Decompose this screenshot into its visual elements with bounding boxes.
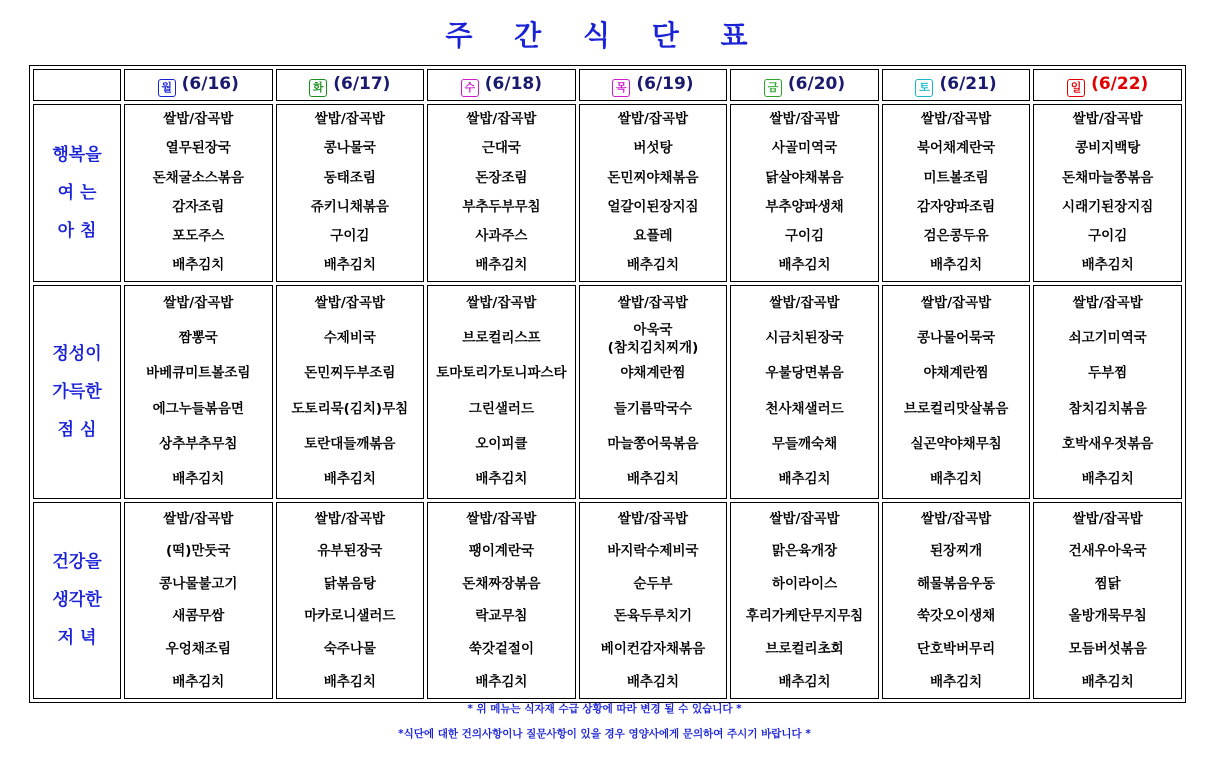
menu-item: 배추김치 [323,471,376,488]
menu-item: 배추김치 [778,257,831,274]
menu-item: 천사채샐러드 [765,400,844,417]
menu-item: 부추두부무침 [462,198,541,215]
day-icon: 목 [612,79,630,97]
menu-item: 구이김 [1088,228,1128,245]
menu-item: 콩나물불고기 [159,575,238,592]
menu-item: 브로컬리초회 [765,640,844,657]
menu-item: 쌀밥/잡곡밥 [617,294,689,311]
menu-item: 돈민찌야채볶음 [607,169,699,186]
menu-cell [276,104,425,282]
menu-item: 얼갈이된장지짐 [607,198,699,215]
menu-item: 쌀밥/잡곡밥 [163,510,234,527]
menu-item: 올방개묵무침 [1068,608,1147,625]
menu-cell [276,285,425,499]
menu-item: 해물볶음우동 [916,575,996,592]
day-icon: 금 [764,79,782,97]
day-header-row [33,69,1182,101]
menu-item: 시금치된장국 [765,330,844,347]
meal-label-line: 아 침 [57,220,97,241]
day-header [1033,69,1182,101]
menu-item: 쌀밥/잡곡밥 [617,510,689,527]
notice-line-2: *식단에 대한 건의사항이나 질문사항이 있을 경우 영양사에게 문의하여 주시기 바랍니다 * [398,728,811,740]
menu-item: 브로컬리스프 [462,330,541,347]
menu-item: 돈장조림 [475,169,528,186]
menu-item: 배추김치 [1081,257,1134,274]
menu-item: 토란대들깨볶음 [304,435,396,452]
menu-item: 쌀밥/잡곡밥 [769,510,840,527]
menu-cell [882,285,1031,499]
menu-item: 브로컬리맛살볶음 [903,400,1009,417]
day-date: (6/19) [636,73,694,94]
menu-item: 미트볼조림 [923,169,989,186]
menu-item: 베이컨감자채볶음 [600,640,706,657]
menu-item: 유부된장국 [317,543,383,560]
menu-item: 부추양파생채 [765,198,844,215]
menu-item: 쌀밥/잡곡밥 [466,510,537,527]
meal-label-line: 건강을 [52,552,102,573]
menu-item: 배추김치 [475,673,528,690]
menu-cell [427,502,576,700]
menu-item: 짬뽕국 [178,330,218,347]
meal-label-line: 정성이 [52,343,102,364]
menu-item: 숙주나물 [323,640,376,657]
page-title: 주 간 식 단 표 [445,19,764,52]
menu-cell [579,285,728,499]
menu-item: 검은콩두유 [923,228,989,245]
menu-item: 북어채계란국 [916,140,996,157]
menu-item: 쌀밥/잡곡밥 [617,111,689,127]
day-date: (6/16) [181,73,239,94]
weekly-menu-table [29,65,1186,703]
meal-row [33,502,1182,700]
menu-item: 쌀밥/잡곡밥 [1072,111,1143,127]
menu-item: 도토리묵(김치)무침 [291,400,409,417]
menu-item: 에그누들볶음면 [152,400,244,417]
menu-item: 쌀밥/잡곡밥 [769,294,840,311]
day-icon: 토 [915,79,933,97]
menu-item: 돈민찌두부조림 [304,365,396,382]
day-header [579,69,728,101]
menu-cell [579,502,728,700]
menu-item: 돈채짜장볶음 [462,575,541,592]
day-date: (6/21) [939,73,997,94]
menu-item: 쌀밥/잡곡밥 [314,111,385,127]
menu-item: 배추김치 [626,257,680,274]
day-icon: 월 [158,79,176,97]
menu-item: 단호박버무리 [916,640,996,657]
meal-row [33,285,1182,499]
menu-item: 배추김치 [930,471,983,488]
menu-cell [124,502,273,700]
menu-item: 두부찜 [1088,365,1128,382]
menu-item: 바베큐미트볼조림 [146,365,251,382]
menu-item: 배추김치 [475,471,528,488]
menu-item: 토마토리가토니파스타 [436,365,567,382]
menu-item: 배추김치 [778,471,831,488]
menu-item: 콩나물어묵국 [916,330,996,347]
day-icon: 일 [1067,79,1085,97]
menu-item: 감자양파조림 [916,198,996,215]
menu-item: 요플레 [633,228,673,245]
menu-item: 배추김치 [172,471,225,488]
day-date: (6/18) [484,73,543,94]
menu-item: 동태조림 [323,169,376,186]
menu-cell [124,104,273,282]
menu-item: 모듬버섯볶음 [1068,640,1147,657]
meal-label [33,502,121,700]
menu-cell [882,502,1031,700]
menu-item: 쑥갓오이생채 [916,608,996,625]
menu-item: 콩나물국 [323,140,376,157]
menu-item: 우불당면볶음 [765,365,844,382]
menu-item: 팽이계란국 [468,543,535,560]
menu-item: 돈채굴소스볶음 [152,169,244,186]
menu-cell [730,502,879,700]
menu-cell [579,104,728,282]
menu-item: 돈채마늘쫑볶음 [1062,169,1154,186]
menu-item: 락교무침 [475,608,528,625]
menu-item: 배추김치 [930,257,983,274]
day-header [730,69,879,101]
menu-item: 배추김치 [1081,471,1134,488]
menu-item: 그린샐러드 [468,400,535,417]
menu-item: 들기름막국수 [613,400,693,417]
menu-item: 된장찌개 [930,543,983,560]
menu-item: 구이김 [784,228,825,245]
menu-item: 쌀밥/잡곡밥 [921,294,992,311]
day-icon: 수 [461,79,479,97]
menu-item: 배추김치 [778,673,831,690]
day-header [427,69,576,101]
menu-item: 구이김 [330,228,370,245]
menu-item: 찜닭 [1094,575,1121,592]
menu-item: 야채계란찜 [620,365,686,382]
meal-label-line: 저 녁 [57,628,97,649]
menu-item: 아욱국 (참치김치찌개) [607,321,699,356]
menu-item: 건새우아욱국 [1068,543,1147,560]
menu-cell [427,104,576,282]
menu-item: 감자조림 [172,198,225,215]
menu-item: 쥬키니채볶음 [310,198,389,215]
menu-item: 쑥갓겉절이 [468,640,535,657]
menu-item: 무들깨숙채 [771,435,838,452]
day-icon: 화 [309,79,327,97]
menu-cell [276,502,425,700]
menu-item: 배추김치 [172,673,225,690]
menu-item: 쇠고기미역국 [1068,330,1147,347]
day-header [276,69,425,101]
menu-item: 상추부추무침 [159,435,238,452]
menu-item: 사과주스 [475,228,528,245]
menu-cell [1033,285,1182,499]
meal-row [33,104,1182,282]
notice-line-1: * 위 메뉴는 식자재 수급 상황에 따라 변경 될 수 있습니다 * [467,703,742,715]
menu-item: 오이피클 [475,435,528,452]
menu-cell [730,104,879,282]
menu-item: 참치김치볶음 [1068,400,1147,417]
menu-item: 배추김치 [172,257,225,274]
menu-item: 맑은육개장 [771,543,838,560]
menu-cell [882,104,1031,282]
menu-item: 쌀밥/잡곡밥 [314,294,385,311]
menu-item: 콩비지백탕 [1075,140,1141,157]
menu-item: 닭볶음탕 [323,575,376,592]
menu-item: 쌀밥/잡곡밥 [1072,294,1143,311]
menu-cell [124,285,273,499]
menu-item: 실곤약야채무침 [910,435,1002,452]
menu-item: 야채계란찜 [923,365,989,382]
meal-label-line: 가득한 [52,381,102,402]
menu-item: 새콤무쌈 [172,608,225,625]
day-date: (6/17) [333,73,391,94]
menu-item: 호박새우젓볶음 [1062,435,1154,452]
menu-item: 열무된장국 [165,140,231,157]
meal-label-line: 점 심 [57,419,97,440]
menu-cell [1033,104,1182,282]
menu-item: 쌀밥/잡곡밥 [163,294,234,311]
menu-item: (떡)만둣국 [166,543,231,560]
menu-item: 쌀밥/잡곡밥 [921,111,992,127]
day-header [882,69,1031,101]
menu-item: 쌀밥/잡곡밥 [921,510,992,527]
menu-item: 버섯탕 [633,140,673,157]
menu-item: 배추김치 [626,471,680,488]
menu-item: 쌀밥/잡곡밥 [1072,510,1143,527]
menu-item: 마늘쫑어묵볶음 [607,435,699,452]
meal-label-line: 생각한 [52,590,102,611]
menu-item: 수제비국 [323,330,376,347]
menu-cell [730,285,879,499]
menu-item: 닭살야채볶음 [765,169,844,186]
menu-item: 바지락수제비국 [607,543,699,560]
meal-body [33,104,1182,699]
meal-label [33,285,121,499]
menu-item: 하이라이스 [771,575,838,592]
menu-item: 사골미역국 [771,140,838,157]
meal-label-line: 여 는 [57,182,97,203]
day-date: (6/20) [787,73,846,94]
menu-item: 배추김치 [626,673,680,690]
menu-item: 배추김치 [930,673,983,690]
menu-item: 쌀밥/잡곡밥 [769,111,840,127]
menu-item: 배추김치 [1081,673,1134,690]
menu-item: 마카로니샐러드 [304,608,396,625]
menu-item: 쌀밥/잡곡밥 [163,111,234,127]
menu-item: 시래기된장지짐 [1062,198,1154,215]
day-header [124,69,273,101]
menu-item: 돈육두루치기 [613,608,693,625]
menu-cell [427,285,576,499]
menu-item: 쌀밥/잡곡밥 [466,294,537,311]
menu-item: 쌀밥/잡곡밥 [314,510,385,527]
menu-item: 쌀밥/잡곡밥 [466,111,537,127]
meal-label-line: 행복을 [52,144,102,165]
corner-cell [33,69,121,101]
menu-item: 근대국 [481,140,521,157]
meal-label [33,104,121,282]
menu-item: 포도주스 [172,228,225,245]
menu-item: 배추김치 [323,257,376,274]
menu-item: 배추김치 [475,257,528,274]
menu-item: 배추김치 [323,673,376,690]
menu-item: 후리가케단무지무침 [745,608,864,625]
day-date: (6/22) [1091,73,1149,94]
menu-item: 우엉채조림 [165,640,231,657]
menu-item: 순두부 [633,575,673,592]
menu-cell [1033,502,1182,700]
